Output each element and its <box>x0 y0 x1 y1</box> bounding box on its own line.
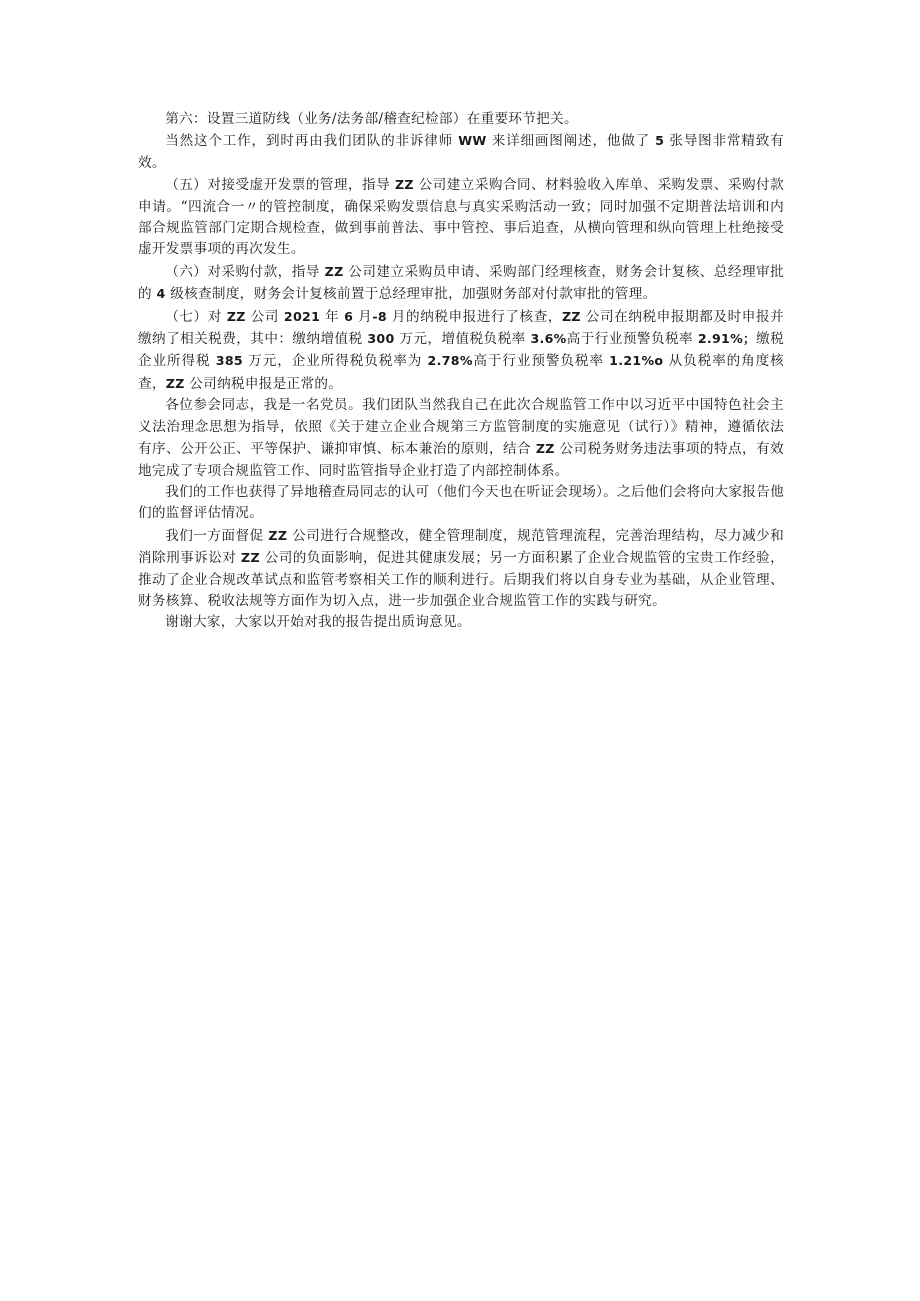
bold-text-run: ZZ <box>268 527 288 543</box>
bold-text-run: ZZ <box>241 550 260 566</box>
text-run: 谢谢大家，大家以开始对我的报告提出质询意见。 <box>165 614 471 631</box>
bold-text-run: 4 <box>156 286 166 302</box>
text-run: （五）对接受虚开发票的管理，指导 <box>165 177 395 194</box>
text-run: 缴税企业所得税 <box>138 331 784 370</box>
bold-text-run: ZZ <box>165 375 185 391</box>
text-run: 公司建立采购合同、材料验收入库单、采购发票、采购付款申请。“四流合一〃的管控制度，确保采购发票信息与真实采购活动一致；同时加强不定期普法培训和内部合规监管部门定期合规检查，做到事前普法、事中管控、事后追查，从横向管理和纵向管理上杜绝接受虚开发票事项的再次发生。 <box>138 177 784 258</box>
bold-text-run: ZZ <box>562 308 581 324</box>
bold-text-run: ZZ <box>535 441 555 457</box>
paragraph-third-defense-line <box>138 109 784 130</box>
text-run: 第六：设置三道防线（业务/法务部/稽查纪检部）在重要环节把关。 <box>165 111 578 127</box>
text-run: 万元，企业所得税负税率为 <box>242 353 428 370</box>
bold-text-run: 5 <box>655 133 665 149</box>
bold-text-run: 6 <box>344 308 354 324</box>
text-run: 公司税务财务违法事项的特点，有效地完成了专项合规监管工作、同时监管指导企业打造了内部控制体系。 <box>138 441 784 479</box>
bold-text-run: 2.78% <box>427 353 473 369</box>
bold-text-run: 385 <box>215 353 243 369</box>
text-run: 公司在纳税申报期都及时申报并缴纳了相关税费，其中：缴纳增值税 <box>138 308 785 348</box>
bold-text-run: 2021 <box>283 308 321 324</box>
text-run: 月 <box>353 308 373 325</box>
paragraph-outcomes <box>138 525 784 613</box>
text-run: 月的纳税申报进行了核查， <box>386 308 562 325</box>
text-run: 公司纳税申报是正常的。 <box>184 375 343 392</box>
text-run: 我们一方面督促 <box>165 527 269 544</box>
bold-text-run: ZZ <box>226 308 246 324</box>
text-run: 万元，增值税负税率 <box>394 331 531 348</box>
text-run: 张导图非常精致有效。 <box>138 133 785 171</box>
bold-text-run: ZZ <box>324 263 344 279</box>
bold-text-run: WW <box>458 133 487 149</box>
text-run: （七）对 <box>165 308 227 325</box>
text-run: 高于行业预警负税率 <box>472 353 610 370</box>
text-run: 公司建立采购员申请、采购部门经理核查，财务会计复核、总经理审批的 <box>138 263 784 303</box>
bold-text-run: -8 <box>372 308 387 324</box>
text-run: 公司 <box>245 308 284 325</box>
text-run: 公司进行合规整改，健全管理制度，规范管理流程，完善治理结构，尽力减少和消除刑事诉讼对 <box>138 527 784 567</box>
text-run: 级核查制度，财务会计复核前置于总经理审批，加强财务部对付款审批的管理。 <box>165 286 657 303</box>
paragraph-item-7-tax-review <box>138 306 784 396</box>
paragraph-party-member-statement <box>138 395 784 482</box>
text-run: 来详细画图阐述，他做了 <box>486 133 656 150</box>
document-page <box>138 109 784 634</box>
text-run: 从负税率的角度核查， <box>138 353 785 392</box>
text-run: （六）对采购付款，指导 <box>165 263 325 280</box>
text-run: 当然这个工作，到时再由我们团队的非诉律师 <box>165 133 459 150</box>
text-run: 高于行业预警负税率 <box>566 331 698 348</box>
paragraph-item-5-invoice-management <box>138 174 784 261</box>
paragraph-recognition <box>138 482 784 525</box>
bold-text-run: 1.21%o <box>609 353 664 369</box>
text-run: 年 <box>320 308 345 325</box>
paragraph-item-6-procurement-payment <box>138 261 784 306</box>
text-run: 我们的工作也获得了异地稽查局同志的认可（他们今天也在听证会现场）。之后他们会将向大家报告他们的监督评估情况。 <box>138 483 784 522</box>
text-run: 各位参会同志，我是一名党员。我们团队当然我自己在此次合规监管工作中以习近平中国特色社会主义法治理念思想为指导，依照《关于建立企业合规第三方监管制度的实施意见（试行）》精神，遵循依法有序、公开公正、平等保护、谦抑审慎、标本兼治的原则，结合 <box>138 397 784 458</box>
bold-text-run: 3.6% <box>530 331 567 347</box>
bold-text-run: 2.91%； <box>697 331 756 347</box>
bold-text-run: 300 <box>367 331 395 347</box>
paragraph-mind-map-note <box>138 130 784 174</box>
paragraph-closing <box>138 612 784 633</box>
text-run: 公司的负面影响，促进其健康发展；另一方面积累了企业合规监管的宝贵工作经验，推动了企业合规改革试点和监管考察相关工作的顺利进行。后期我们将以自身专业为基础，从企业管理、财务核算、税收法规等方面作为切入点，进一步加强企业合规监管工作的实践与研究。 <box>138 550 784 609</box>
bold-text-run: ZZ <box>394 177 414 193</box>
